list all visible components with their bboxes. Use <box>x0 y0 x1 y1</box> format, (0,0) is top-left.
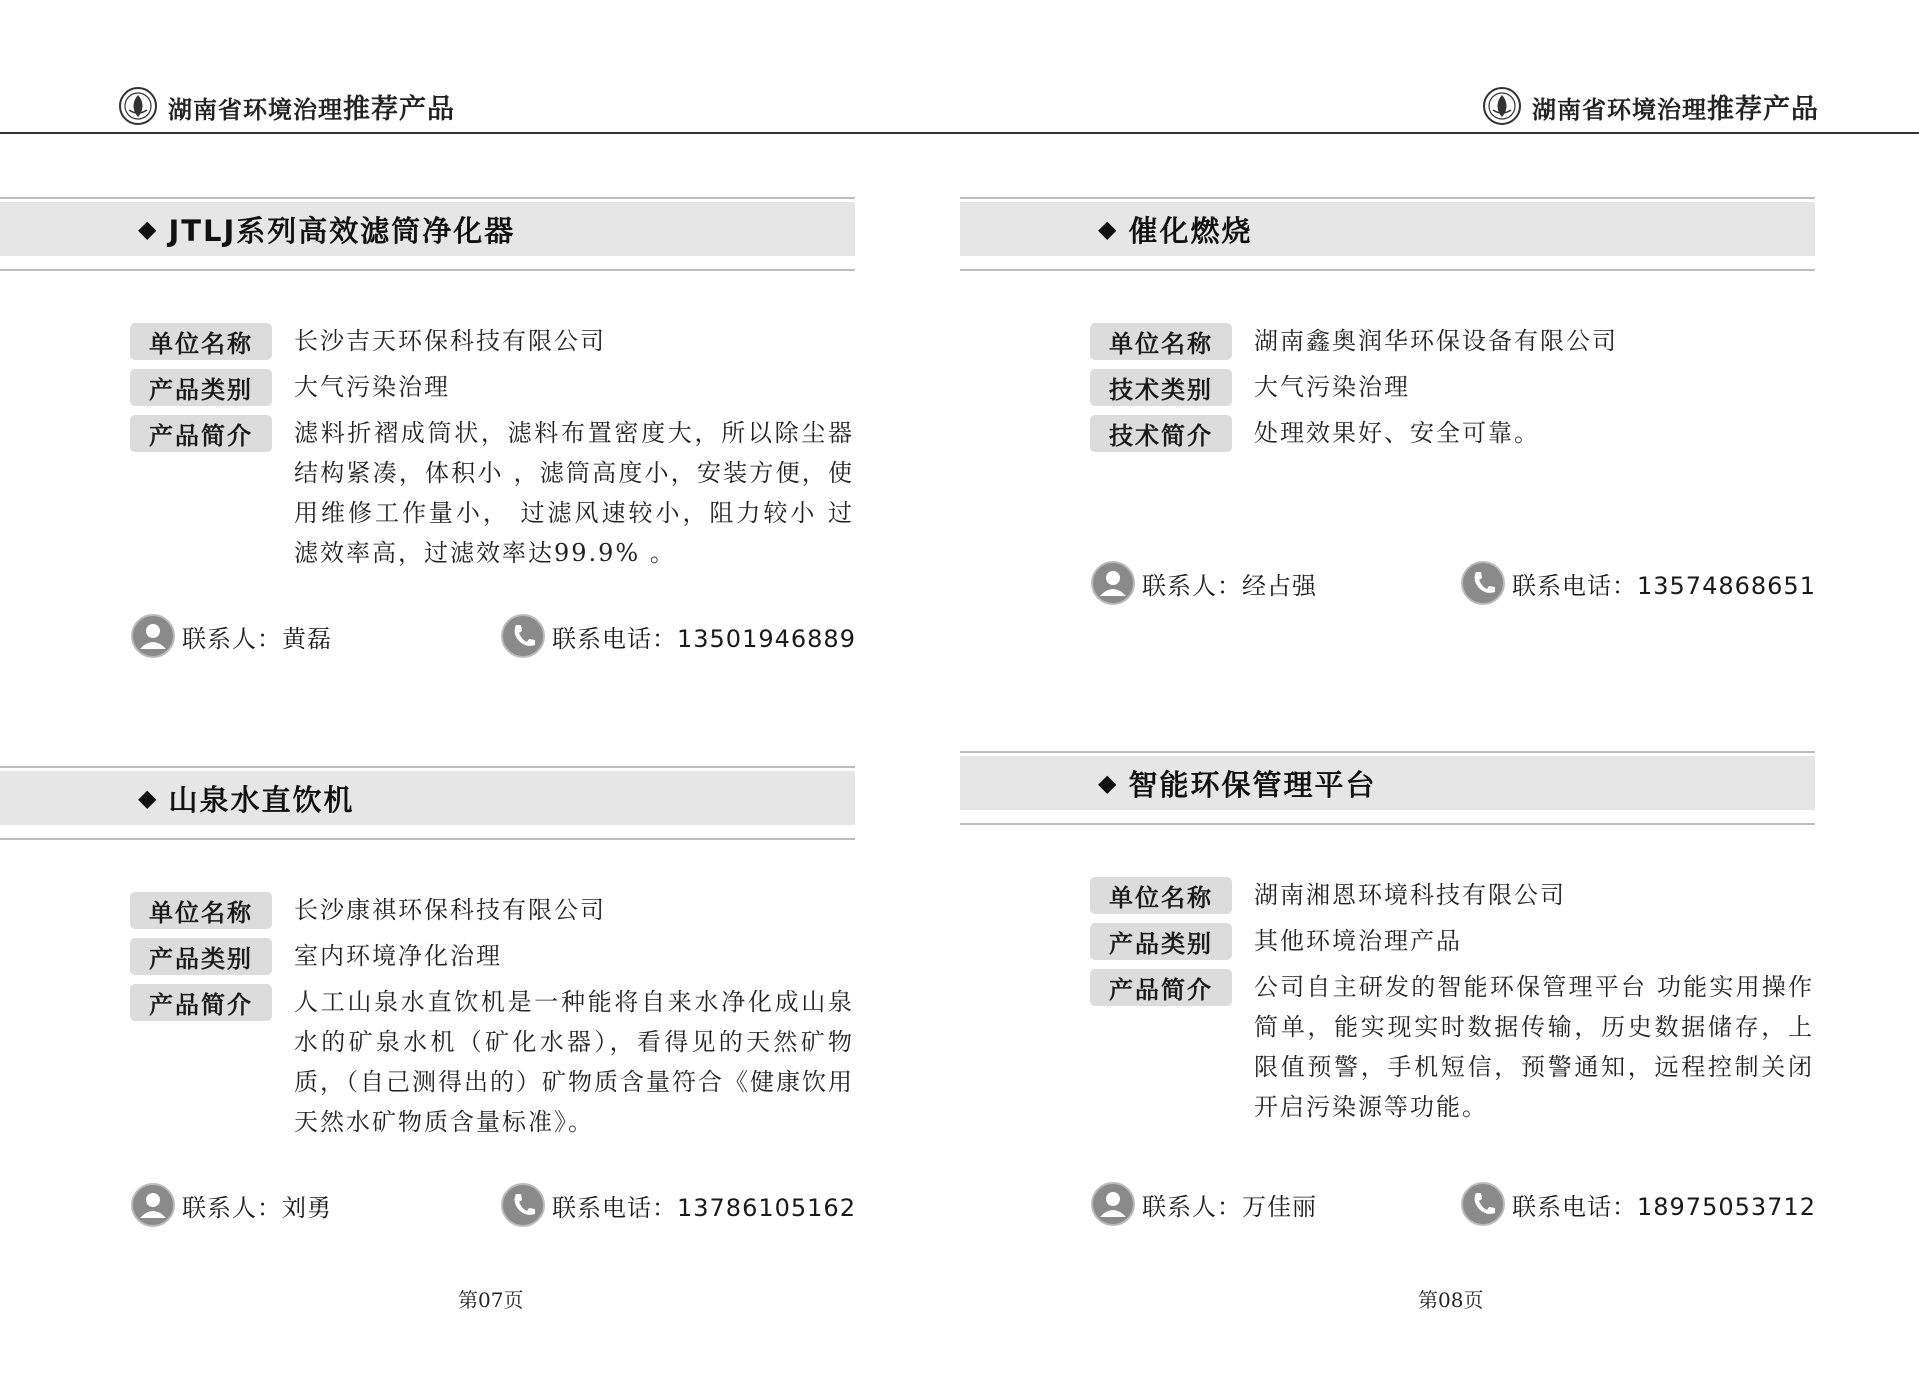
field-value: 湖南鑫奥润华环保设备有限公司 <box>1254 327 1618 355</box>
product-title-band <box>960 751 1815 825</box>
product-title: 催化燃烧 <box>1128 213 1253 248</box>
contact-person-text: 联系人：万佳丽 <box>1142 1192 1317 1221</box>
contact-phone <box>1460 1181 1816 1227</box>
field-value: 大气污染治理 <box>294 373 450 401</box>
field-value: 公司自主研发的智能环保管理平台 功能实用操作简单，能实现实时数据传输，历史数据储存，上限值预警，手机短信，预警通知，远程控制关闭开启污染源等功能。 <box>1254 973 1814 1121</box>
info-row <box>960 877 1815 915</box>
info-row <box>0 892 855 930</box>
field-label: 单位名称 <box>1090 877 1232 914</box>
phone-icon <box>500 1182 546 1228</box>
contact-bar <box>960 560 1815 610</box>
diamond-bullet-icon: ◆ <box>1098 215 1117 243</box>
emblem-logo-icon <box>1482 86 1522 126</box>
info-row <box>0 984 855 1142</box>
product-title: 智能环保管理平台 <box>1128 767 1377 802</box>
contact-person <box>130 613 332 659</box>
info-row <box>0 415 855 573</box>
page-number-right: 第08页 <box>1418 1288 1484 1312</box>
contact-person-text: 联系人：经占强 <box>1142 571 1317 600</box>
diamond-bullet-icon: ◆ <box>138 784 157 812</box>
brand-title: 湖南省环境治理推荐产品 <box>168 93 455 125</box>
info-row <box>0 938 855 976</box>
product-card <box>960 751 1816 1221</box>
product-title: 山泉水直饮机 <box>168 782 355 817</box>
person-icon <box>1090 1181 1136 1227</box>
contact-bar <box>0 1182 855 1232</box>
product-card <box>960 197 1816 600</box>
field-value: 长沙康祺环保科技有限公司 <box>294 896 606 924</box>
info-row <box>960 923 1815 961</box>
emblem-logo-icon <box>118 86 158 126</box>
field-label: 技术类别 <box>1090 369 1232 406</box>
info-row <box>960 969 1815 1127</box>
brand-title: 湖南省环境治理推荐产品 <box>1532 93 1819 125</box>
product-card <box>0 766 856 1222</box>
contact-person <box>1090 560 1317 606</box>
field-value: 室内环境净化治理 <box>294 942 502 970</box>
product-title-band <box>0 197 855 271</box>
field-label: 产品简介 <box>1090 969 1232 1006</box>
field-value: 滤料折褶成筒状，滤料布置密度大，所以除尘器结构紧凑，体积小 ，滤筒高度小，安装方便，使用维修工作量小， 过滤风速较小，阻力较小 过滤效率高，过滤效率达99.9% 。 <box>294 419 854 567</box>
field-value: 湖南湘恩环境科技有限公司 <box>1254 881 1566 909</box>
field-label: 单位名称 <box>1090 323 1232 360</box>
contact-phone <box>500 613 856 659</box>
phone-icon <box>1460 1181 1506 1227</box>
phone-icon <box>1460 560 1506 606</box>
diamond-bullet-icon: ◆ <box>1098 769 1117 797</box>
field-value: 大气污染治理 <box>1254 373 1410 401</box>
contact-phone-text: 联系电话：13501946889 <box>552 624 856 653</box>
person-icon <box>130 1182 176 1228</box>
field-value: 处理效果好、安全可靠。 <box>1254 419 1540 447</box>
field-value: 其他环境治理产品 <box>1254 927 1462 955</box>
contact-phone-text: 联系电话：13786105162 <box>552 1193 856 1222</box>
contact-phone <box>1460 560 1816 606</box>
field-label: 单位名称 <box>130 892 272 929</box>
phone-icon <box>500 613 546 659</box>
contact-person <box>130 1182 332 1228</box>
contact-bar <box>960 1181 1815 1231</box>
info-row <box>0 323 855 361</box>
page-number-left: 第07页 <box>458 1288 524 1312</box>
field-label: 产品类别 <box>1090 923 1232 960</box>
info-row <box>960 415 1815 453</box>
field-value: 长沙吉天环保科技有限公司 <box>294 327 606 355</box>
field-label: 单位名称 <box>130 323 272 360</box>
field-label: 技术简介 <box>1090 415 1232 452</box>
contact-phone-text: 联系电话：18975053712 <box>1512 1192 1816 1221</box>
header-brand-right <box>1482 86 1819 126</box>
field-label: 产品简介 <box>130 984 272 1021</box>
field-label: 产品简介 <box>130 415 272 452</box>
header-brand-left <box>118 86 455 126</box>
diamond-bullet-icon: ◆ <box>138 215 157 243</box>
info-row <box>960 323 1815 361</box>
field-label: 产品类别 <box>130 369 272 406</box>
person-icon <box>130 613 176 659</box>
product-title-band <box>0 766 855 840</box>
info-row <box>0 369 855 407</box>
contact-bar <box>0 613 855 663</box>
product-title: JTLJ系列高效滤筒净化器 <box>168 213 516 248</box>
contact-person-text: 联系人：黄磊 <box>182 624 332 653</box>
contact-phone-text: 联系电话：13574868651 <box>1512 571 1816 600</box>
product-title-band <box>960 197 1815 271</box>
contact-phone <box>500 1182 856 1228</box>
header-divider <box>0 132 1919 134</box>
field-value: 人工山泉水直饮机是一种能将自来水净化成山泉水的矿泉水机（矿化水器），看得见的天然矿物质，（自己测得出的）矿物质含量符合《健康饮用天然水矿物质含量标准》。 <box>294 988 854 1136</box>
product-card <box>0 197 856 653</box>
contact-person <box>1090 1181 1317 1227</box>
info-row <box>960 369 1815 407</box>
field-label: 产品类别 <box>130 938 272 975</box>
person-icon <box>1090 560 1136 606</box>
contact-person-text: 联系人：刘勇 <box>182 1193 332 1222</box>
